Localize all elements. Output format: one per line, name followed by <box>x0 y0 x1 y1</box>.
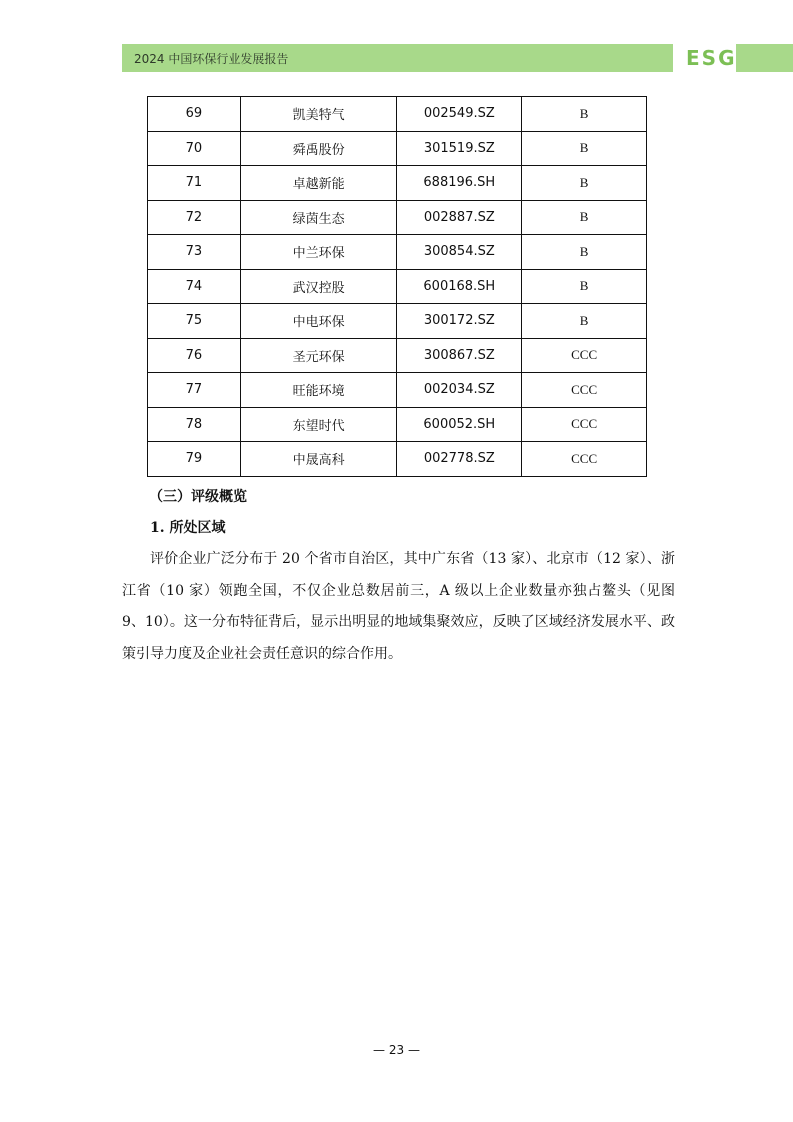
body-paragraph: 评价企业广泛分布于 20 个省市自治区，其中广东省（13 家）、北京市（12 家）、浙江省（10 家）领跑全国，不仅企业总数居前三，A 级以上企业数量亦独占鳌头（见图 9、10）。这一分布特征背后，显示出明显的地域集聚效应，反映了区域经济发展水平、政策引导力度及企业社会责任意识的综合作用。 <box>122 551 675 662</box>
table-row <box>148 235 647 270</box>
section-heading: （三）评级概览 <box>149 489 247 505</box>
grade-cell: CCC <box>522 407 647 442</box>
company-name-cell: 武汉控股 <box>240 269 397 304</box>
rank-cell: 78 <box>148 407 241 442</box>
company-name-cell: 卓越新能 <box>240 166 397 201</box>
rank-cell: 75 <box>148 304 241 339</box>
stock-code-cell: 600052.SH <box>397 407 522 442</box>
company-name-cell: 中晟高科 <box>240 442 397 477</box>
header-accent-block <box>736 44 793 72</box>
grade-cell: B <box>522 269 647 304</box>
stock-code-cell: 002034.SZ <box>397 373 522 408</box>
company-name-cell: 旺能环境 <box>240 373 397 408</box>
company-name-cell: 东望时代 <box>240 407 397 442</box>
rating-table-body <box>148 97 647 477</box>
company-name-cell: 凯美特气 <box>240 97 397 132</box>
table-row <box>148 97 647 132</box>
grade-cell: B <box>522 131 647 166</box>
rank-cell: 79 <box>148 442 241 477</box>
rank-cell: 74 <box>148 269 241 304</box>
table-row <box>148 304 647 339</box>
table-row <box>148 373 647 408</box>
rank-cell: 71 <box>148 166 241 201</box>
stock-code-cell: 002778.SZ <box>397 442 522 477</box>
table-row <box>148 200 647 235</box>
stock-code-cell: 002887.SZ <box>397 200 522 235</box>
stock-code-cell: 300854.SZ <box>397 235 522 270</box>
grade-cell: CCC <box>522 373 647 408</box>
rank-cell: 76 <box>148 338 241 373</box>
table-row <box>148 131 647 166</box>
sub-heading: 1. 所处区域 <box>150 520 226 536</box>
table-row <box>148 442 647 477</box>
esg-badge: ESG <box>686 46 737 70</box>
company-name-cell: 绿茵生态 <box>240 200 397 235</box>
rank-cell: 72 <box>148 200 241 235</box>
stock-code-cell: 002549.SZ <box>397 97 522 132</box>
stock-code-cell: 300172.SZ <box>397 304 522 339</box>
rank-cell: 70 <box>148 131 241 166</box>
report-title: 2024 中国环保行业发展报告 <box>134 52 289 66</box>
company-name-cell: 中兰环保 <box>240 235 397 270</box>
rank-cell: 69 <box>148 97 241 132</box>
grade-cell: B <box>522 235 647 270</box>
company-name-cell: 中电环保 <box>240 304 397 339</box>
stock-code-cell: 300867.SZ <box>397 338 522 373</box>
table-row <box>148 166 647 201</box>
table-row <box>148 269 647 304</box>
grade-cell: B <box>522 97 647 132</box>
stock-code-cell: 301519.SZ <box>397 131 522 166</box>
rank-cell: 77 <box>148 373 241 408</box>
grade-cell: B <box>522 200 647 235</box>
rating-table <box>147 96 647 477</box>
table-row <box>148 407 647 442</box>
header-bar <box>122 44 673 72</box>
stock-code-cell: 688196.SH <box>397 166 522 201</box>
rank-cell: 73 <box>148 235 241 270</box>
table-row <box>148 338 647 373</box>
stock-code-cell: 600168.SH <box>397 269 522 304</box>
grade-cell: CCC <box>522 442 647 477</box>
page-number: — 23 — <box>373 1043 420 1057</box>
grade-cell: CCC <box>522 338 647 373</box>
company-name-cell: 圣元环保 <box>240 338 397 373</box>
company-name-cell: 舜禹股份 <box>240 131 397 166</box>
grade-cell: B <box>522 166 647 201</box>
grade-cell: B <box>522 304 647 339</box>
